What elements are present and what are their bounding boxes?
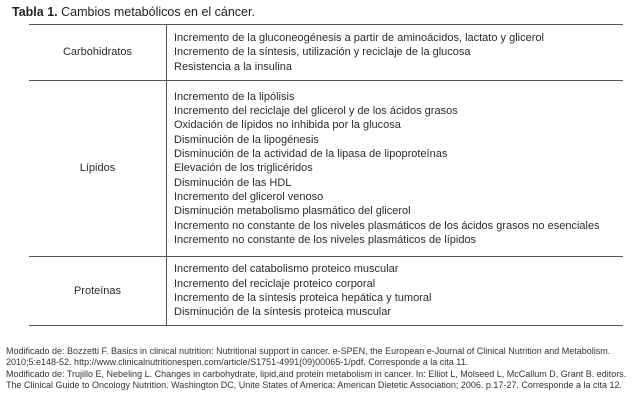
footnote: Modificado de: Trujillo E, Nebeling L. Changes in carbohydrate, lipid,and protein metabolism in cancer. In: Elliot L, Molseed L, McCallum D, Grant B. editors. The Clinical Guide to Oncology Nutrition. Washington DC, Unite States of America: American Dietetic Association; 2006. p.17-27. Corresponde a la cita 12. [6,368,627,391]
list-item: Disminución de la síntesis proteica muscular [174,306,392,319]
list-item: Incremento del catabolismo proteico muscular [174,263,399,276]
list-item: Incremento de la síntesis proteica hepática y tumoral [174,292,432,304]
table-row-carbohidratos [29,25,623,81]
category-cell: Lípidos [29,81,167,257]
list-item: Disminución de la actividad de la lipasa de lipoproteínas [174,148,448,161]
items-cell [167,81,624,257]
list-item: Incremento del glicerol venoso [174,190,324,203]
items-cell [167,25,624,81]
table-number: Tabla 1. [12,5,58,19]
list-item: Incremento de la gluconeogénesis a partir de aminoácidos, lactato y glicerol [174,32,544,45]
list-item: Incremento del reciclaje proteico corporal [174,277,376,290]
list-item: Resistencia a la insulina [174,60,293,73]
list-item: Incremento no constante de los niveles plasmáticos de los ácidos grasos no esenciales [174,219,600,232]
list-item: Oxidación de lípidos no inhibida por la glucosa [174,119,401,132]
table-row-lipidos [29,81,623,257]
table-caption [12,5,255,19]
list-item: Disminución de las HDL [174,176,292,189]
list-item: Incremento del reciclaje del glicerol y de los ácidos grasos [174,105,458,118]
footnotes [6,346,632,392]
category-cell: Proteínas [29,257,167,326]
category-cell: Carbohidratos [29,25,167,81]
metabolic-changes-table [29,24,623,326]
list-item: Elevación de los triglicéridos [174,162,313,175]
list-item: Incremento no constante de los niveles plasmáticos de lípidos [174,233,477,246]
table-row-proteinas [29,257,623,326]
list-item: Disminución metabolismo plasmático del glicerol [174,205,411,218]
list-item: Disminución de la lipogénesis [174,133,319,146]
footnote: Modificado de: Bozzetti F. Basics in clinical nutrition: Nutritional support in cancer. e-SPEN, the European e-Journal of Clinical Nutrition and Metabolism. 2010;5:e148-52. http://www.clinicalnutritionespen.com/article/S1751-4991(09)00065-1/pdf. Corresponde a la cita 11. [6,346,611,368]
list-item: Incremento de la lipólisis [174,90,295,103]
list-item: Incremento de la síntesis, utilización y reciclaje de la glucosa [174,46,471,59]
table-title: Cambios metabólicos en el cáncer. [57,5,255,19]
items-cell [167,257,624,326]
